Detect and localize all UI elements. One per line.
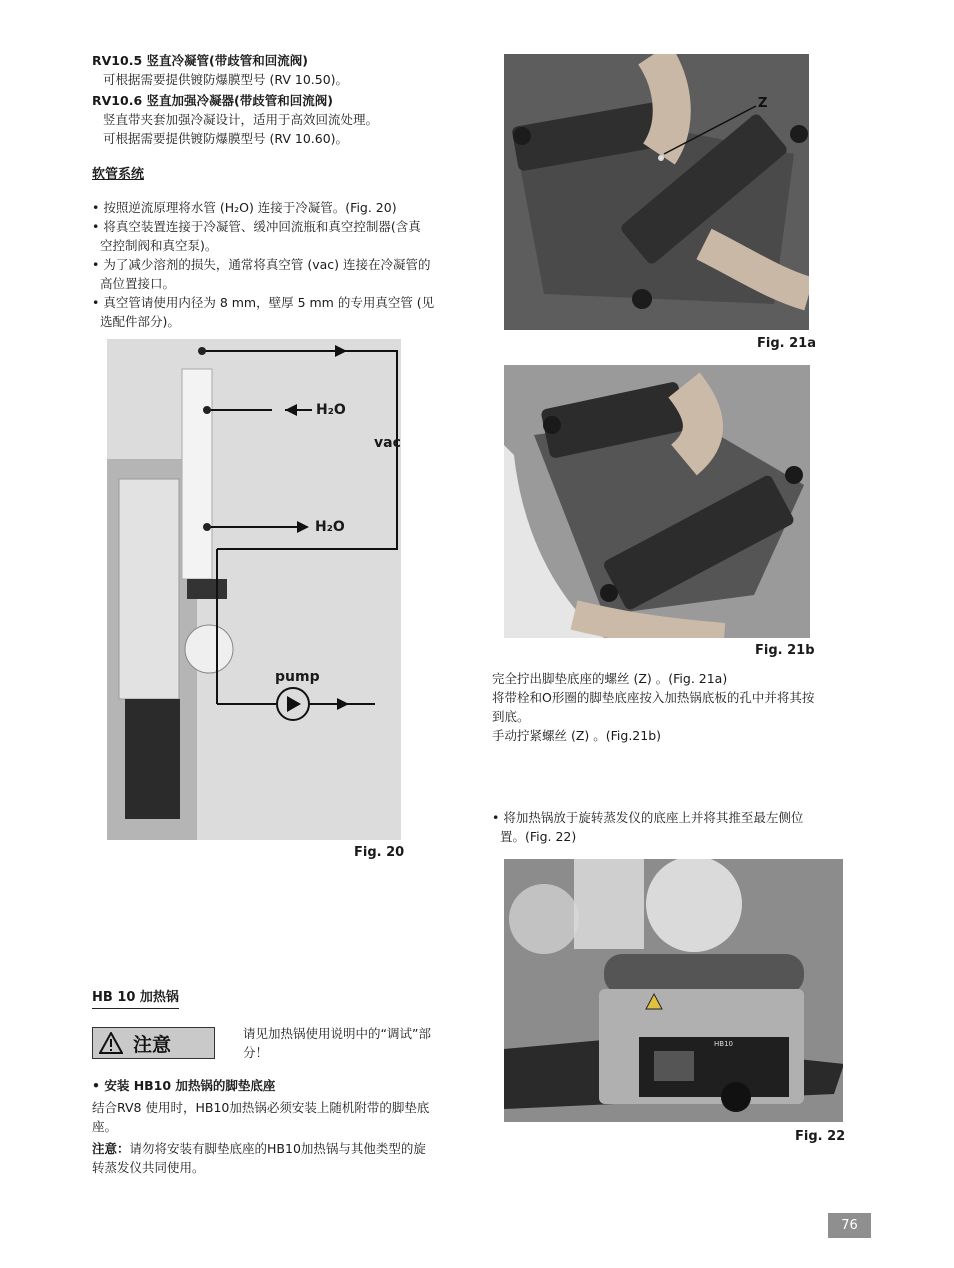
hose-line: 高位置接口。 [92,276,175,291]
fig21a-caption: Fig. 21a [757,336,816,351]
note-line: 转蒸发仪共同使用。 [92,1160,205,1175]
hb10-heading: HB 10 加热锅 [92,986,179,1009]
attention-label: 注意 [133,1033,172,1056]
fig20-label-pump: pump [275,669,320,685]
install-line: 结合RV8 使用时，HB10加热锅必须安装上随机附带的脚垫底 [92,1100,430,1115]
fig21b-photo [504,365,810,638]
push-line: • 将加热锅放于旋转蒸发仪的底座上并将其推至最左侧位 [492,810,804,825]
fig21b-image [504,365,810,638]
step-line: 完全拧出脚垫底座的螺丝 (Z) 。(Fig. 21a) [492,671,728,686]
fig22-caption: Fig. 22 [795,1129,846,1144]
fig22-image [504,859,843,1122]
hose-line: • 按照逆流原理将水管 (H₂O) 连接于冷凝管。(Fig. 20) [92,200,397,215]
fig21a-photo [504,54,809,330]
note-line: 请勿将安装有脚垫底座的HB10加热锅与其他类型的旋 [129,1141,426,1156]
step-line: 将带栓和O形圈的脚垫底座按入加热锅底板的孔中并将其按 [492,690,815,705]
bullet-list-top [92,51,482,148]
attention-line: 分！ [243,1045,269,1060]
fig21b-caption: Fig. 21b [755,643,815,658]
bullet-rv106-title: RV10.6 竖直加强冷凝器(带歧管和回流阀) [92,93,333,108]
install-section [92,1076,482,1177]
bullet-rv105-line: 可根据需要提供镀防爆膜型号 (RV 10.50)。 [103,72,349,87]
hose-system-list [92,198,482,331]
push-line: 置。(Fig. 22) [492,829,577,844]
bullet-rv106-line: 竖直带夹套加强冷凝设计，适用于高效回流处理。 [103,112,379,127]
hose-line: • 将真空装置连接于冷凝管、缓冲回流瓶和真空控制器(含真 [92,219,421,234]
push-instruction [492,808,882,846]
hose-line: • 为了减少溶剂的损失，通常将真空管 (vac) 连接在冷凝管的 [92,257,431,272]
fig20-diagram [107,339,401,840]
fig21a-label-z: Z [758,96,768,111]
step-line: 手动拧紧螺丝 (Z) 。(Fig.21b) [492,728,662,743]
fig20-photo [107,339,401,840]
bullet-rv106-line: 可根据需要提供镀防爆膜型号 (RV 10.60)。 [103,131,349,146]
install-title: • 安装 HB10 加热锅的脚垫底座 [92,1078,276,1093]
attention-box [92,1027,215,1059]
hose-line: • 真空管请使用内径为 8 mm，壁厚 5 mm 的专用真空管 (见 [92,295,435,310]
hose-line: 选配件部分)。 [92,314,180,329]
bullet-rv105-title: RV10.5 竖直冷凝管(带歧管和回流阀) [92,53,308,68]
fig22-photo [504,859,843,1122]
page-number: 76 [828,1213,871,1238]
hose-system-heading: 软管系统 [92,167,145,182]
step-line: 到底。 [492,709,530,724]
warning-triangle-icon [99,1032,123,1054]
fig20-label-h2o-out: H₂O [315,519,345,535]
hose-line: 空控制阀和真空泵)。 [92,238,218,253]
install-steps [492,669,882,745]
install-line: 座。 [92,1119,118,1134]
attention-text [243,1024,483,1062]
fig20-label-vac: vac [374,435,401,451]
fig20-label-h2o-in: H₂O [316,402,346,418]
note-label: 注意： [92,1141,130,1156]
attention-line: 请见加热锅使用说明中的“调试”部 [243,1026,431,1041]
fig20-caption: Fig. 20 [354,845,405,860]
fig22-device-label: HB10 [714,1040,733,1048]
